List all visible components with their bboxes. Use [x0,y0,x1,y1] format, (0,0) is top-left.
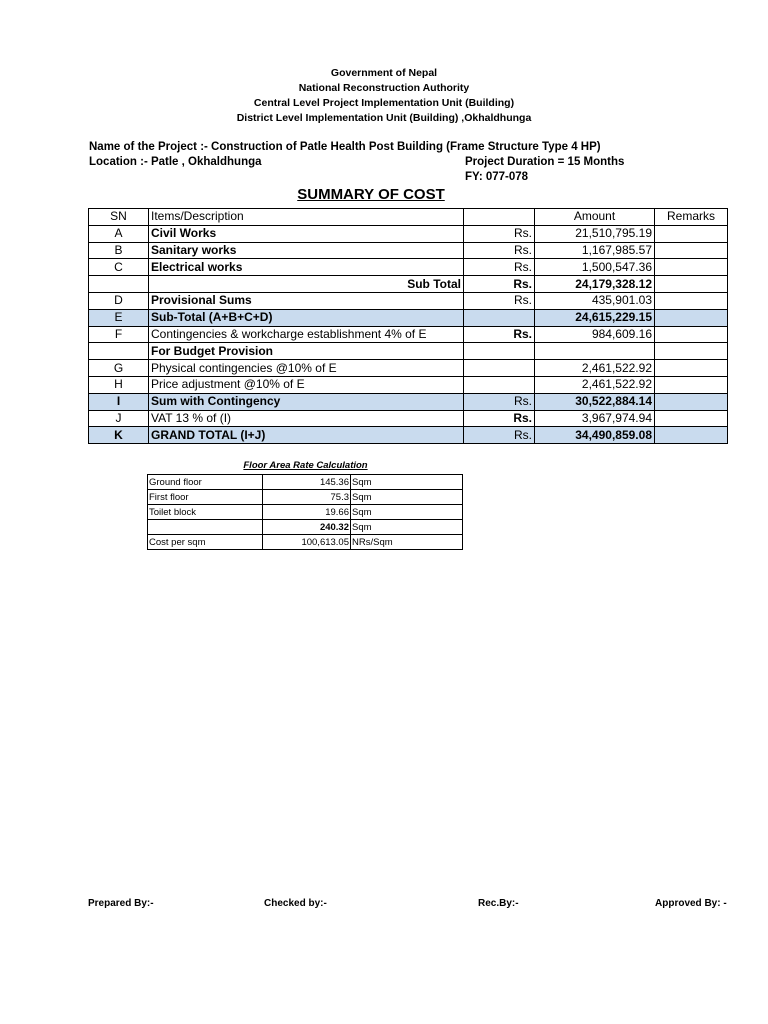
row-sn: K [89,427,149,444]
floor-area-row [148,535,463,550]
row-rs [464,343,535,360]
floor-area-value: 75.3 [263,490,351,505]
row-remarks [655,292,728,309]
table-row [89,242,728,259]
summary-title: SUMMARY OF COST [297,186,445,203]
project-duration: Project Duration = 15 Months [465,156,625,168]
row-amount: 1,167,985.57 [535,242,655,259]
row-remarks [655,326,728,343]
checked-by: Checked by:- [264,898,327,909]
header-blank [464,209,535,226]
row-desc: VAT 13 % of (I) [149,410,464,427]
row-desc: Price adjustment @10% of E [149,376,464,393]
row-remarks [655,376,728,393]
project-name: Name of the Project :- Construction of Patle Health Post Building (Frame Structure Type 4 HP) [89,141,601,153]
row-rs: Rs. [464,393,535,410]
row-amount [535,343,655,360]
floor-area-value: 145.36 [263,475,351,490]
row-desc: Contingencies & workcharge establishment 4% of E [149,326,464,343]
floor-area-label: Cost per sqm [148,535,263,550]
row-remarks [655,343,728,360]
table-row [89,225,728,242]
floor-area-label: First floor [148,490,263,505]
row-desc: Sum with Contingency [149,393,464,410]
floor-area-unit: Sqm [351,505,463,520]
row-rs: Rs. [464,292,535,309]
table-row-grand-total [89,427,728,444]
row-sn: C [89,259,149,276]
floor-area-row [148,505,463,520]
fiscal-year: FY: 077-078 [465,171,529,183]
header-line-gov: Government of Nepal [330,67,438,79]
row-remarks [655,393,728,410]
row-rs [464,309,535,326]
cost-summary-table [88,208,728,444]
table-row [89,259,728,276]
row-rs [464,376,535,393]
row-desc: Sub Total [149,276,464,293]
floor-area-unit: NRs/Sqm [351,535,463,550]
table-row [89,326,728,343]
row-rs: Rs. [464,326,535,343]
row-sn: J [89,410,149,427]
row-desc: GRAND TOTAL (I+J) [149,427,464,444]
floor-area-total-value: 240.32 [263,520,351,535]
floor-area-row [148,490,463,505]
table-row [89,343,728,360]
prepared-by: Prepared By:- [88,898,154,909]
table-row [89,292,728,309]
row-desc: Sub-Total (A+B+C+D) [149,309,464,326]
row-remarks [655,309,728,326]
rec-by: Rec.By:- [478,898,519,909]
table-row [89,376,728,393]
floor-area-title: Floor Area Rate Calculation [243,460,368,471]
row-remarks [655,242,728,259]
row-desc: For Budget Provision [149,343,464,360]
table-row-subtotal [89,276,728,293]
project-location: Location :- Patle , Okhaldhunga [89,156,262,168]
floor-area-label: Toilet block [148,505,263,520]
row-remarks [655,360,728,377]
row-amount: 435,901.03 [535,292,655,309]
row-rs: Rs. [464,225,535,242]
approved-by: Approved By: - [655,898,727,909]
row-amount: 30,522,884.14 [535,393,655,410]
row-sn: I [89,393,149,410]
row-sn: G [89,360,149,377]
row-amount: 34,490,859.08 [535,427,655,444]
floor-area-unit: Sqm [351,520,463,535]
table-row [89,360,728,377]
row-remarks [655,410,728,427]
row-remarks [655,276,728,293]
row-sn [89,343,149,360]
row-rs: Rs. [464,410,535,427]
floor-area-value: 100,613.05 [263,535,351,550]
row-amount: 3,967,974.94 [535,410,655,427]
header-items: Items/Description [149,209,464,226]
row-amount: 24,615,229.15 [535,309,655,326]
row-amount: 24,179,328.12 [535,276,655,293]
row-desc: Provisional Sums [149,292,464,309]
row-rs: Rs. [464,242,535,259]
row-remarks [655,427,728,444]
row-amount: 2,461,522.92 [535,360,655,377]
header-amount: Amount [535,209,655,226]
floor-area-total-row [148,520,463,535]
header-line-central-unit: Central Level Project Implementation Unit (Building) [253,97,515,109]
row-sn: A [89,225,149,242]
row-remarks [655,225,728,242]
floor-area-label: Ground floor [148,475,263,490]
floor-area-unit: Sqm [351,475,463,490]
table-row-highlight [89,309,728,326]
row-sn: H [89,376,149,393]
row-sn: E [89,309,149,326]
table-row [89,410,728,427]
row-rs: Rs. [464,259,535,276]
row-desc: Electrical works [149,259,464,276]
row-rs: Rs. [464,427,535,444]
header-remarks: Remarks [655,209,728,226]
row-rs: Rs. [464,276,535,293]
header-line-district-unit: District Level Implementation Unit (Building) ,Okhaldhunga [236,112,532,124]
row-desc: Sanitary works [149,242,464,259]
row-sn [89,276,149,293]
row-sn: D [89,292,149,309]
row-amount: 984,609.16 [535,326,655,343]
row-desc: Physical contingencies @10% of E [149,360,464,377]
header-line-authority: National Reconstruction Authority [298,82,470,94]
row-amount: 2,461,522.92 [535,376,655,393]
floor-area-table [147,474,463,550]
row-rs [464,360,535,377]
header-sn: SN [89,209,149,226]
row-sn: F [89,326,149,343]
table-row-highlight [89,393,728,410]
floor-area-value: 19.66 [263,505,351,520]
row-amount: 21,510,795.19 [535,225,655,242]
floor-area-unit: Sqm [351,490,463,505]
floor-area-row [148,475,463,490]
row-amount: 1,500,547.36 [535,259,655,276]
row-sn: B [89,242,149,259]
floor-area-label [148,520,263,535]
table-header-row [89,209,728,226]
row-remarks [655,259,728,276]
row-desc: Civil Works [149,225,464,242]
